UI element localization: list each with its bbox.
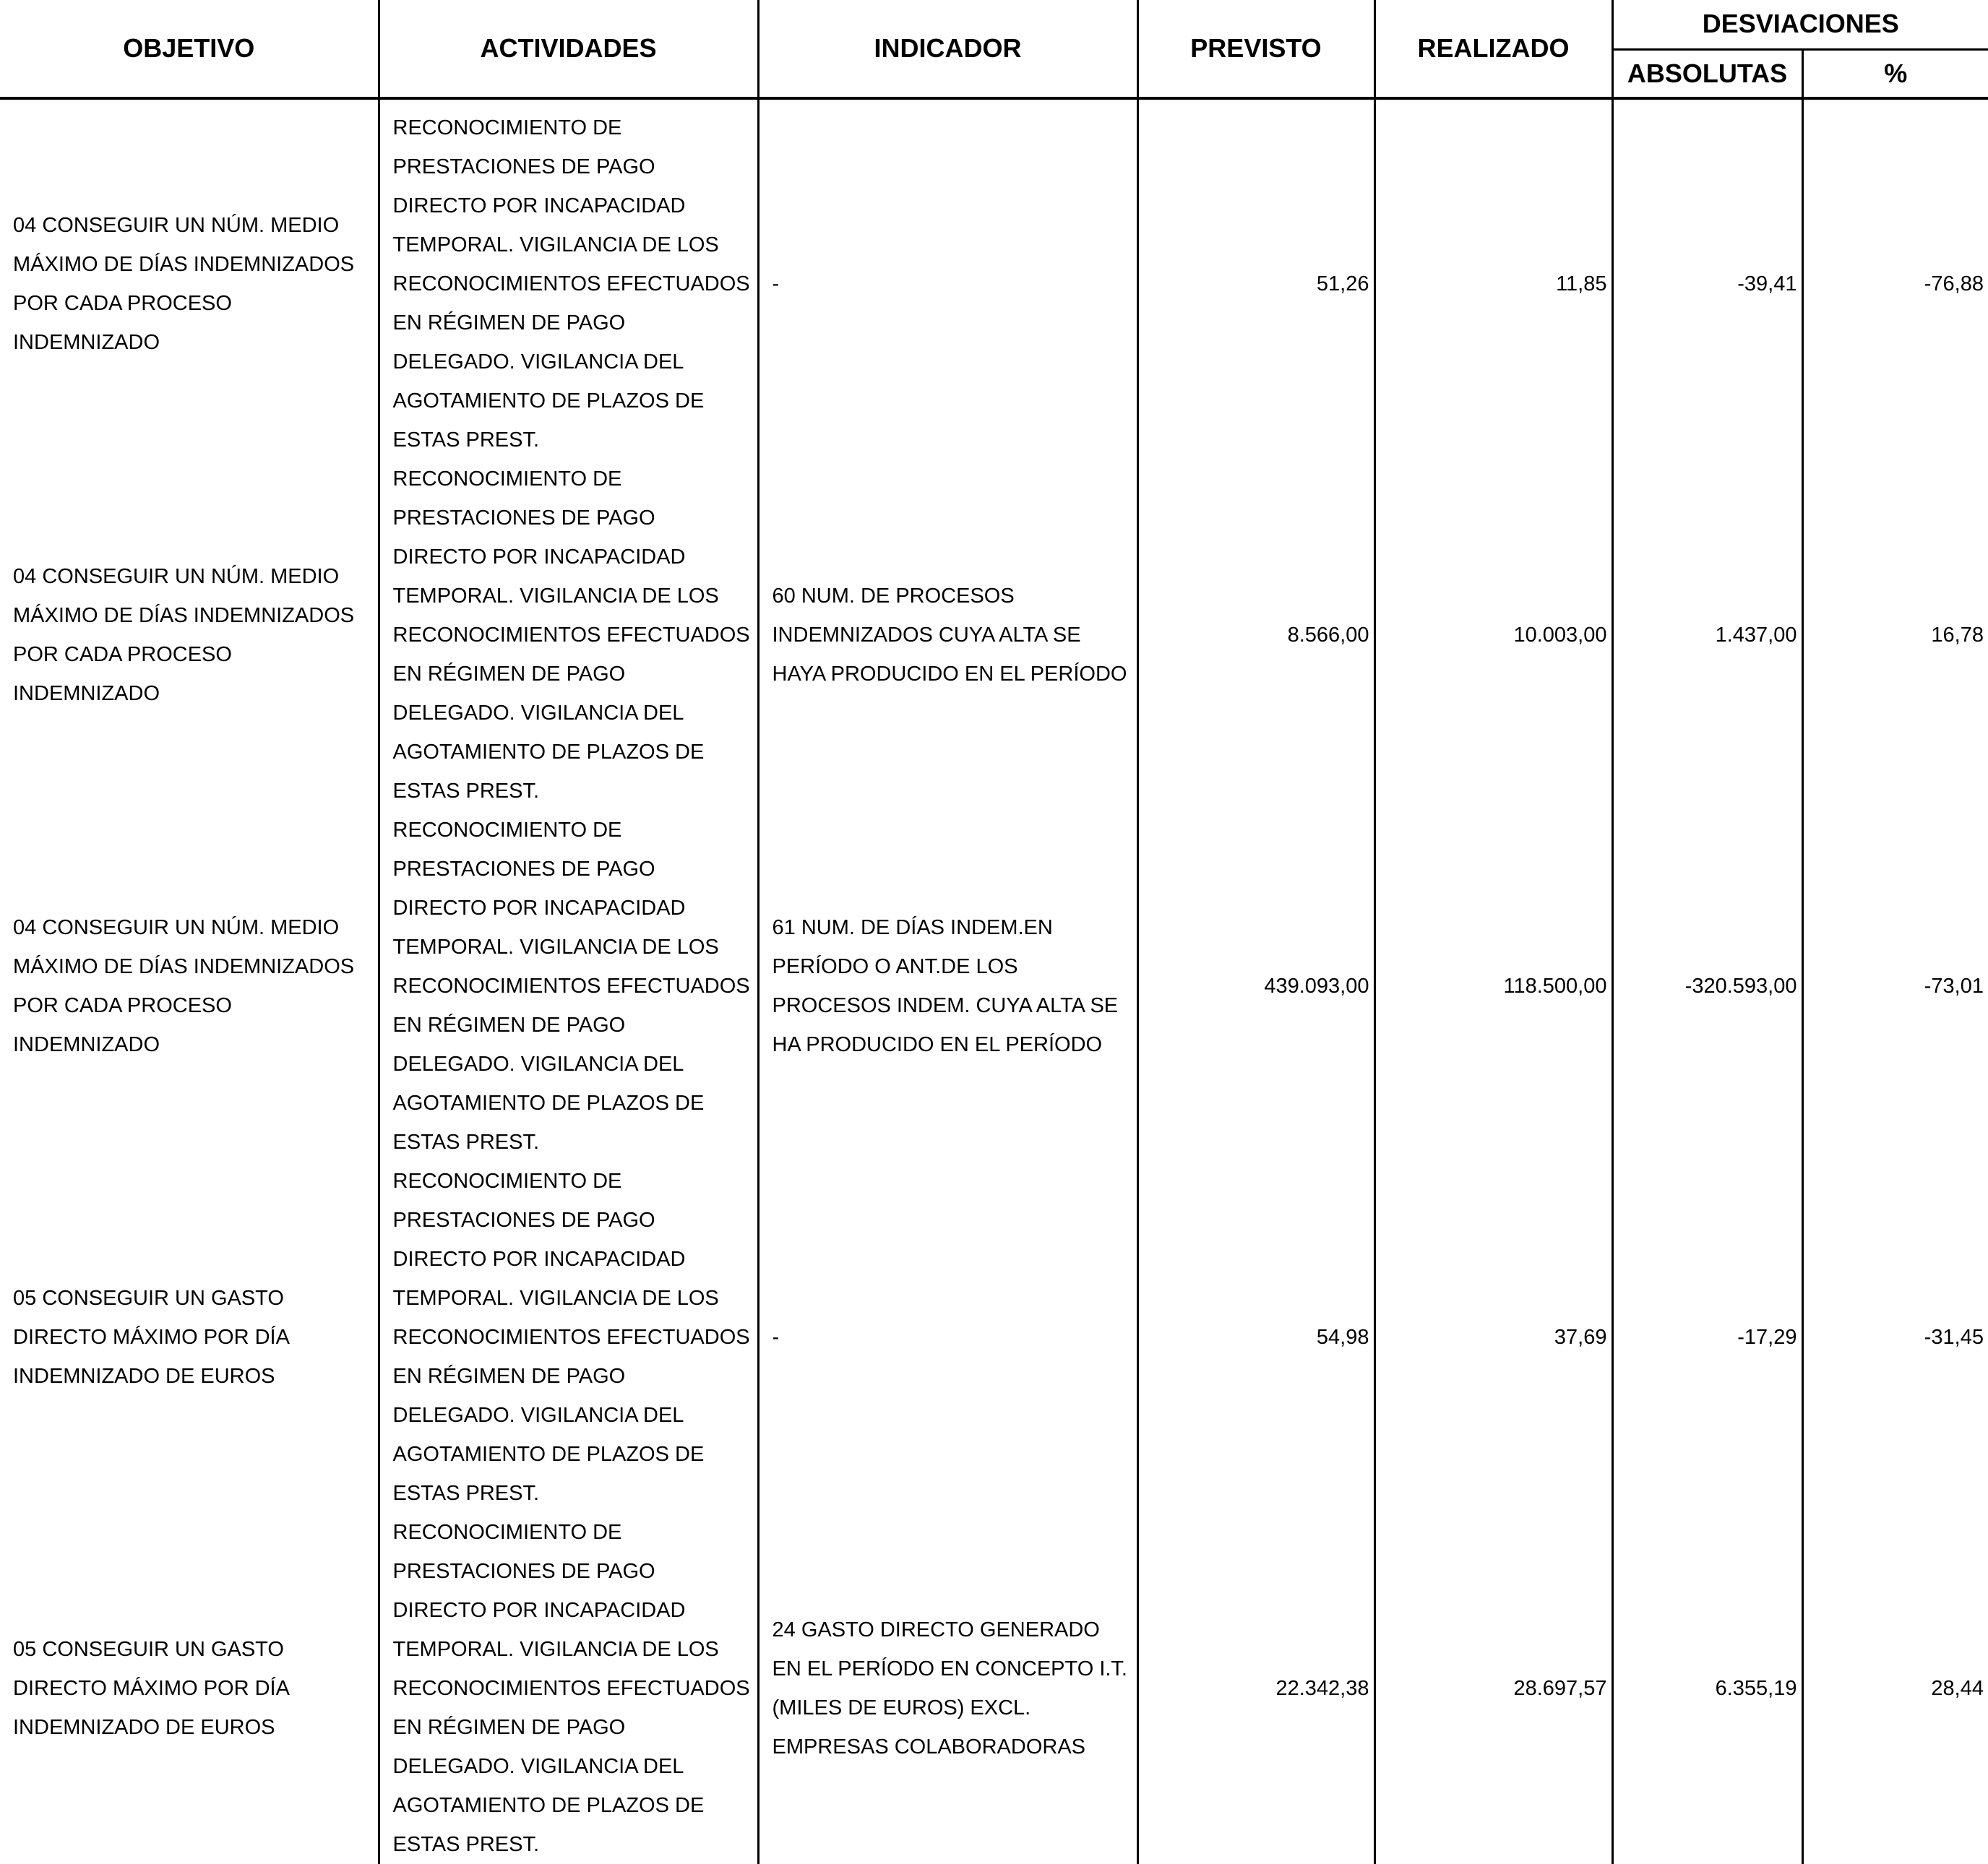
cell-previsto: 22.342,38 — [1137, 1513, 1374, 1864]
table-row — [0, 459, 1988, 811]
cell-previsto: 51,26 — [1137, 98, 1374, 459]
table-header — [0, 0, 1988, 98]
cell-indicador: 60 NUM. DE PROCESOS INDEMNIZADOS CUYA ALTA SE HAYA PRODUCIDO EN EL PERÍODO — [758, 459, 1137, 811]
table-row — [0, 1513, 1988, 1864]
cell-indicador: 24 GASTO DIRECTO GENERADO EN EL PERÍODO EN CONCEPTO I.T.(MILES DE EUROS) EXCL. EMPRESAS COLABORADORAS — [758, 1513, 1137, 1864]
header-indicador: INDICADOR — [758, 0, 1137, 98]
cell-actividades: RECONOCIMIENTO DE PRESTACIONES DE PAGO DIRECTO POR INCAPACIDAD TEMPORAL. VIGILANCIA DE LOS RECONOCIMIENTOS EFECTUADOS EN RÉGIMEN DE PAGO DELEGADO. VIGILANCIA DEL AGOTAMIENTO DE PLAZOS DE ESTAS PREST. — [379, 459, 758, 811]
cell-indicador: - — [758, 1162, 1137, 1513]
cell-absolutas: -39,41 — [1612, 98, 1802, 459]
cell-previsto: 54,98 — [1137, 1162, 1374, 1513]
cell-porcentaje: 16,78 — [1931, 624, 1984, 647]
header-objetivo: OBJETIVO — [0, 0, 379, 98]
cell-absolutas: -320.593,00 — [1612, 811, 1802, 1162]
cell-objetivo: 05 CONSEGUIR UN GASTO DIRECTO MÁXIMO POR DÍA INDEMNIZADO DE EUROS — [0, 1162, 379, 1513]
cell-porcentaje: -31,45 — [1924, 1326, 1984, 1349]
cell-objetivo: 04 CONSEGUIR UN NÚM. MEDIO MÁXIMO DE DÍAS INDEMNIZADOS POR CADA PROCESO INDEMNIZADO — [0, 98, 379, 459]
cell-previsto: 439.093,00 — [1137, 811, 1374, 1162]
cell-porcentaje: -76,88 — [1924, 272, 1984, 295]
cell-actividades: RECONOCIMIENTO DE PRESTACIONES DE PAGO DIRECTO POR INCAPACIDAD TEMPORAL. VIGILANCIA DE LOS RECONOCIMIENTOS EFECTUADOS EN RÉGIMEN DE PAGO DELEGADO. VIGILANCIA DEL AGOTAMIENTO DE PLAZOS DE ESTAS PREST. — [379, 1513, 758, 1864]
cell-absolutas: 6.355,19 — [1612, 1513, 1802, 1864]
header-porcentaje: % — [1802, 49, 1988, 98]
cell-actividades: RECONOCIMIENTO DE PRESTACIONES DE PAGO DIRECTO POR INCAPACIDAD TEMPORAL. VIGILANCIA DE LOS RECONOCIMIENTOS EFECTUADOS EN RÉGIMEN DE PAGO DELEGADO. VIGILANCIA DEL AGOTAMIENTO DE PLAZOS DE ESTAS PREST. — [379, 1162, 758, 1513]
table-row — [0, 1162, 1988, 1513]
cell-realizado: 37,69 — [1374, 1162, 1612, 1513]
cell-absolutas: 1.437,00 — [1612, 459, 1802, 811]
cell-objetivo: 05 CONSEGUIR UN GASTO DIRECTO MÁXIMO POR DÍA INDEMNIZADO DE EUROS — [0, 1513, 379, 1864]
cell-realizado: 10.003,00 — [1374, 459, 1612, 811]
header-desviaciones: DESVIACIONES — [1612, 0, 1988, 49]
table-row — [0, 98, 1988, 459]
table-body — [0, 98, 1988, 1864]
cell-realizado: 11,85 — [1374, 98, 1612, 459]
cell-indicador: - — [758, 98, 1137, 459]
header-previsto: PREVISTO — [1137, 0, 1374, 98]
cell-porcentaje: -73,01 — [1924, 975, 1984, 998]
header-actividades: ACTIVIDADES — [379, 0, 758, 98]
cell-objetivo: 04 CONSEGUIR UN NÚM. MEDIO MÁXIMO DE DÍAS INDEMNIZADOS POR CADA PROCESO INDEMNIZADO — [0, 811, 379, 1162]
cell-previsto: 8.566,00 — [1137, 459, 1374, 811]
table-row — [0, 811, 1988, 1162]
cell-realizado: 118.500,00 — [1374, 811, 1612, 1162]
cell-absolutas: -17,29 — [1612, 1162, 1802, 1513]
cell-realizado: 28.697,57 — [1374, 1513, 1612, 1864]
cell-objetivo: 04 CONSEGUIR UN NÚM. MEDIO MÁXIMO DE DÍAS INDEMNIZADOS POR CADA PROCESO INDEMNIZADO — [0, 459, 379, 811]
header-absolutas: ABSOLUTAS — [1612, 49, 1802, 98]
header-realizado: REALIZADO — [1374, 0, 1612, 98]
cell-porcentaje: 28,44 — [1931, 1677, 1984, 1700]
cell-actividades: RECONOCIMIENTO DE PRESTACIONES DE PAGO DIRECTO POR INCAPACIDAD TEMPORAL. VIGILANCIA DE LOS RECONOCIMIENTOS EFECTUADOS EN RÉGIMEN DE PAGO DELEGADO. VIGILANCIA DEL AGOTAMIENTO DE PLAZOS DE ESTAS PREST. — [379, 98, 758, 459]
cell-indicador: 61 NUM. DE DÍAS INDEM.EN PERÍODO O ANT.DE LOS PROCESOS INDEM. CUYA ALTA SE HA PRODUCIDO EN EL PERÍODO — [758, 811, 1137, 1162]
cell-actividades: RECONOCIMIENTO DE PRESTACIONES DE PAGO DIRECTO POR INCAPACIDAD TEMPORAL. VIGILANCIA DE LOS RECONOCIMIENTOS EFECTUADOS EN RÉGIMEN DE PAGO DELEGADO. VIGILANCIA DEL AGOTAMIENTO DE PLAZOS DE ESTAS PREST. — [379, 811, 758, 1162]
